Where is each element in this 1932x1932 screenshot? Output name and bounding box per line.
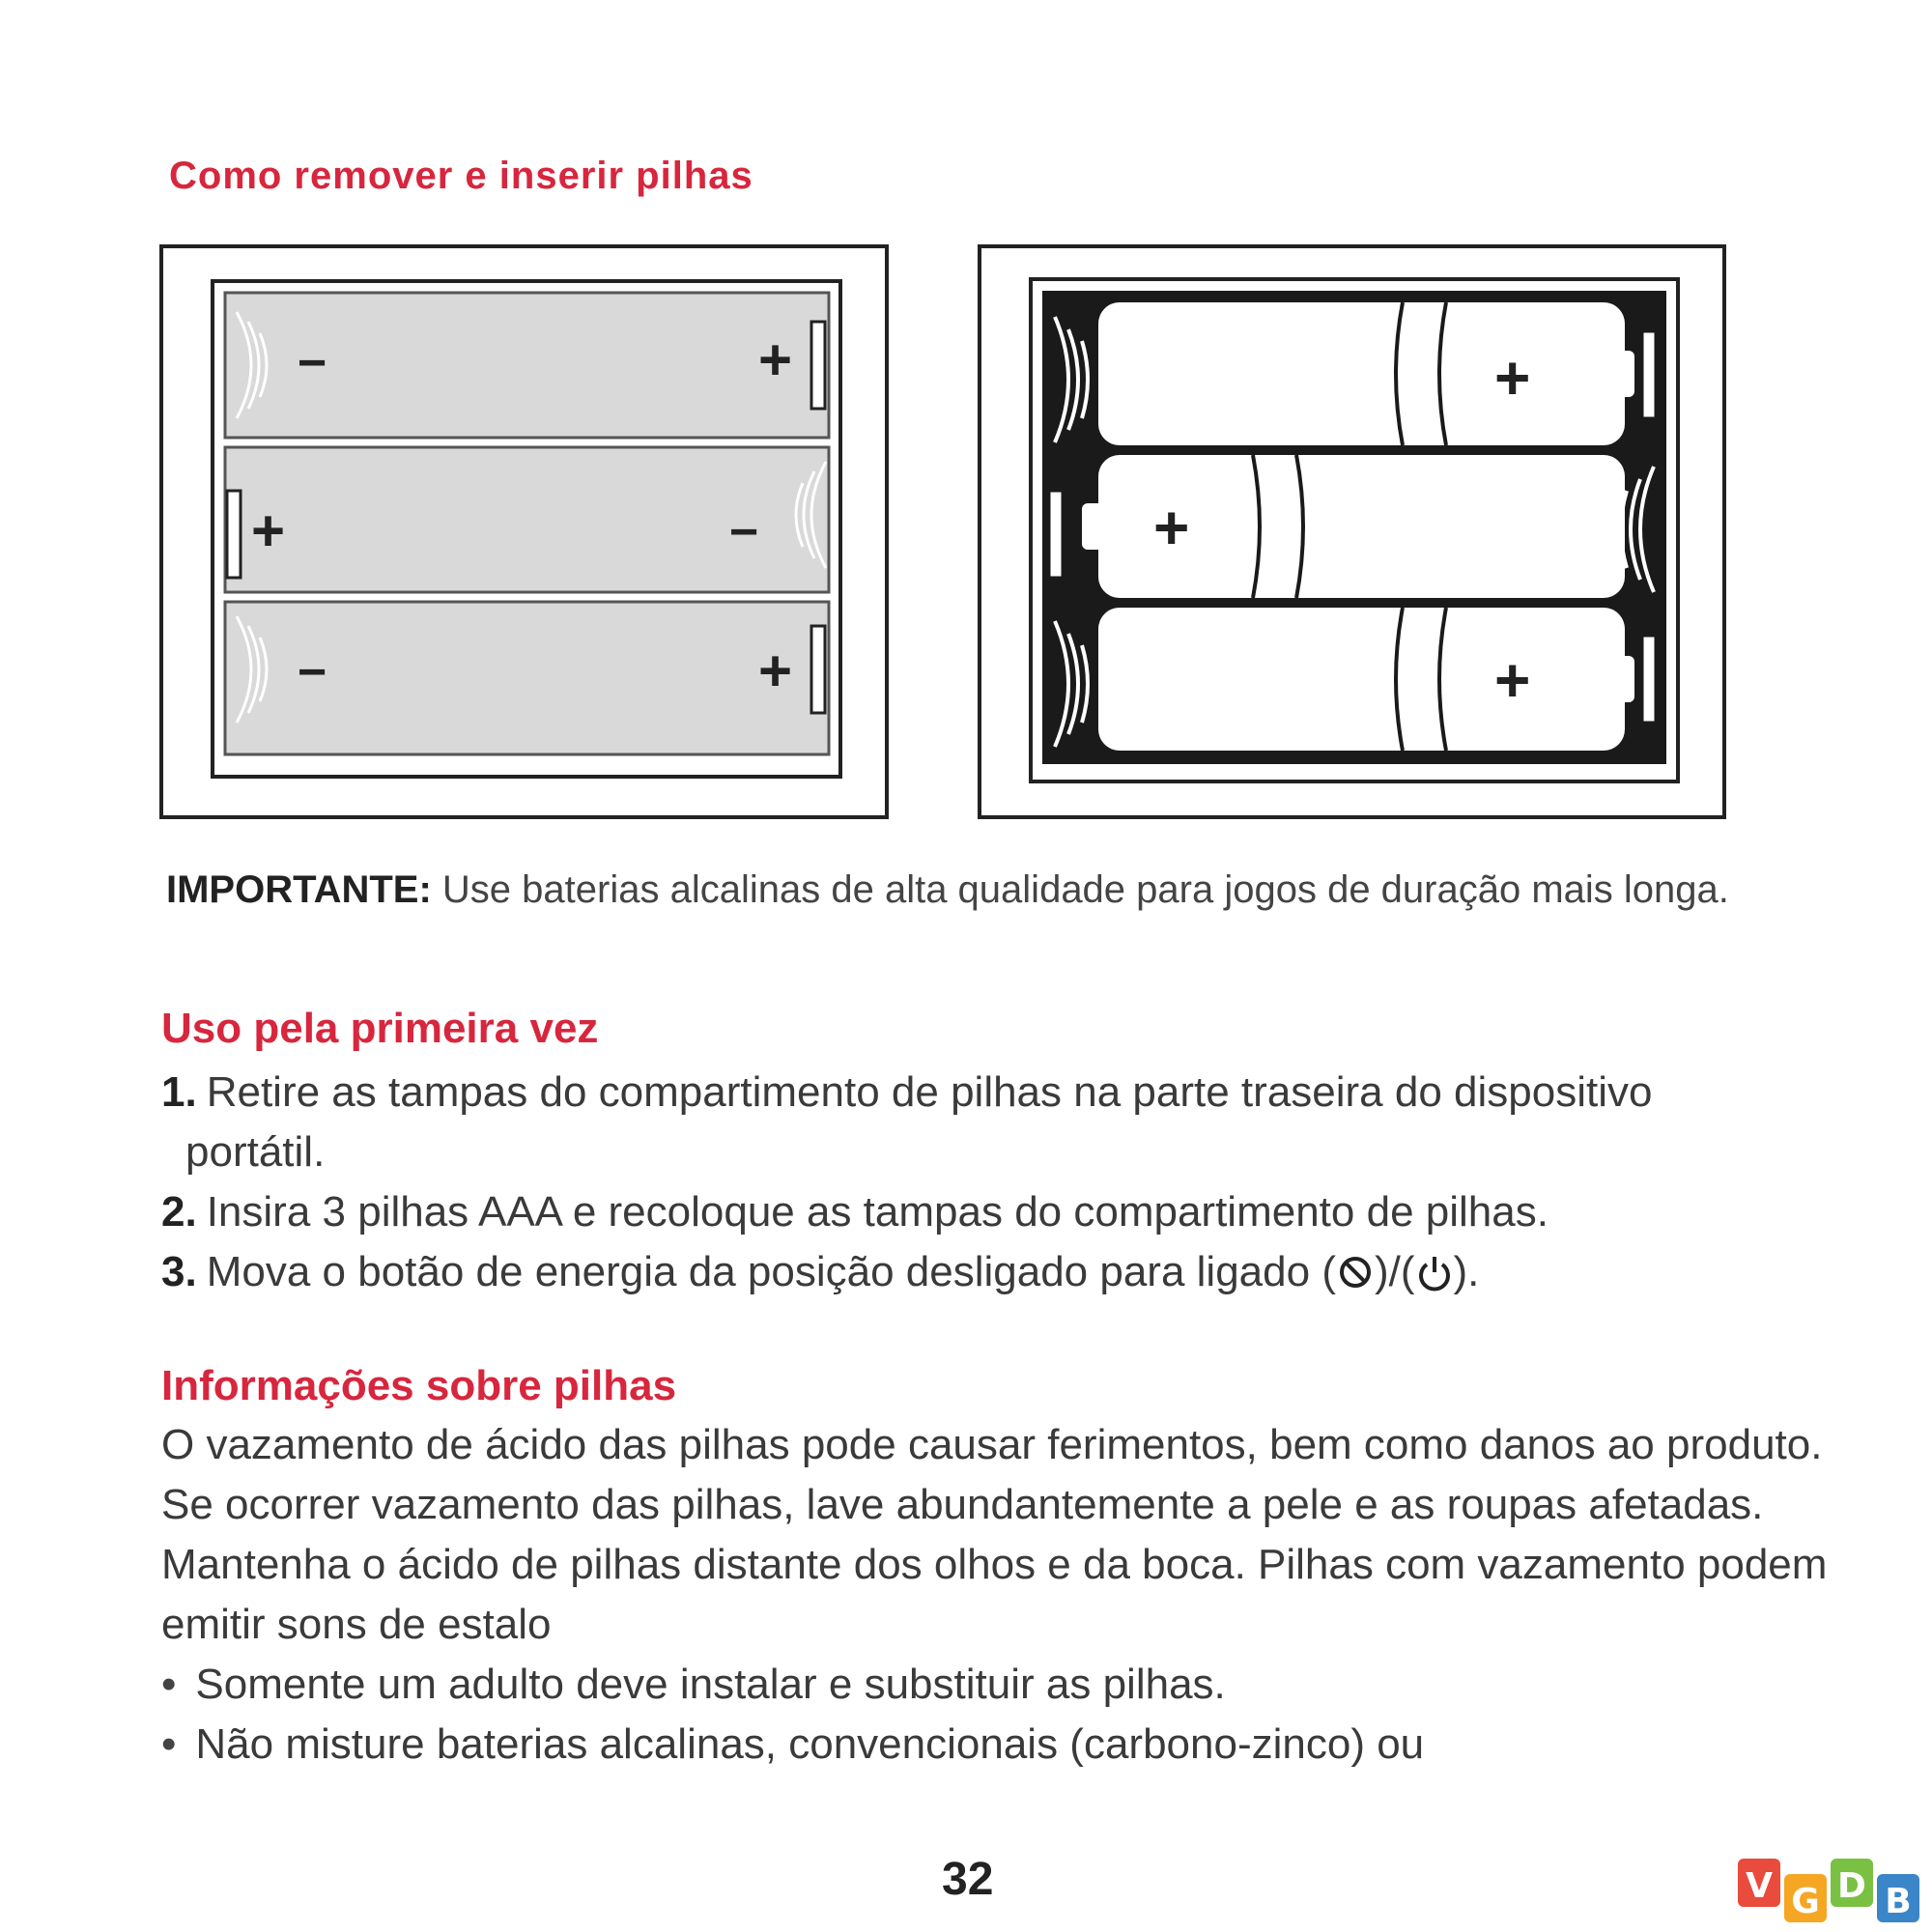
section-title-first-use: Uso pela primeira vez [161,1005,599,1052]
step-number: 2. [161,1188,197,1236]
polarity-row3-right: + [758,639,793,703]
watermark-letter-d: D [1837,1866,1866,1906]
first-use-steps [161,1063,1861,1302]
step-text: Retire as tampas do compartimento de pilhas na parte traseira do dispositivo [206,1068,1653,1116]
watermark-letter-b: B [1885,1882,1912,1921]
watermark-letter-g: G [1791,1882,1820,1921]
important-label: IMPORTANTE: [166,868,432,911]
section-title-remove-insert: Como remover e inserir pilhas [169,155,753,197]
step-3 [161,1242,1861,1302]
battery-compartment-loaded-diagram [978,244,1726,819]
page-number: 32 [942,1854,994,1905]
step-text: Insira 3 pilhas AAA e recoloque as tampas do compartimento de pilhas. [206,1188,1548,1236]
polarity-row2-right: − [729,504,759,560]
battery-info-bullets [161,1655,1861,1775]
section-title-battery-info: Informações sobre pilhas [161,1362,677,1409]
step-text-before: Mova o botão de energia da posição desligado para ligado ( [206,1248,1336,1295]
step-2 [161,1182,1861,1242]
battery1-plus: + [1494,343,1531,412]
battery3-plus: + [1494,645,1531,715]
polarity-row3-left: − [298,644,327,700]
battery-compartment-empty-diagram [159,244,889,819]
step-1 [161,1063,1861,1182]
step-number: 3. [161,1248,197,1295]
battery2-plus: + [1153,493,1190,562]
polarity-row2-left: + [251,498,286,563]
step-number: 1. [161,1068,197,1116]
battery-info-paragraph: O vazamento de ácido das pilhas pode causar ferimentos, bem como danos ao produto. Se ocorrer vazamento das pilhas, lave abundantemente a pele e as roupas afetadas. Mantenha o ácido de pilhas distante dos olhos e da boca. Pilhas com vazamento podem emitir sons de estalo [161,1421,1828,1648]
step-text-after: ). [1453,1248,1480,1295]
polarity-row1-left: − [298,335,327,391]
step-text-continued: portátil. [185,1128,326,1176]
step-separator: )/( [1374,1248,1415,1295]
power-off-icon [1336,1253,1375,1292]
power-on-icon [1415,1253,1454,1292]
vgdb-watermark-logo [1736,1857,1929,1929]
watermark-letter-v: V [1746,1866,1773,1906]
bullet-item: • Não misture baterias alcalinas, convencionais (carbono-zinco) ou [161,1715,1861,1775]
important-text: Use baterias alcalinas de alta qualidade para jogos de duração mais longa. [441,868,1729,911]
bullet-item: • Somente um adulto deve instalar e substituir as pilhas. [161,1655,1861,1715]
important-note [166,867,1808,912]
battery-info [161,1415,1861,1775]
polarity-row1-right: + [758,327,793,392]
